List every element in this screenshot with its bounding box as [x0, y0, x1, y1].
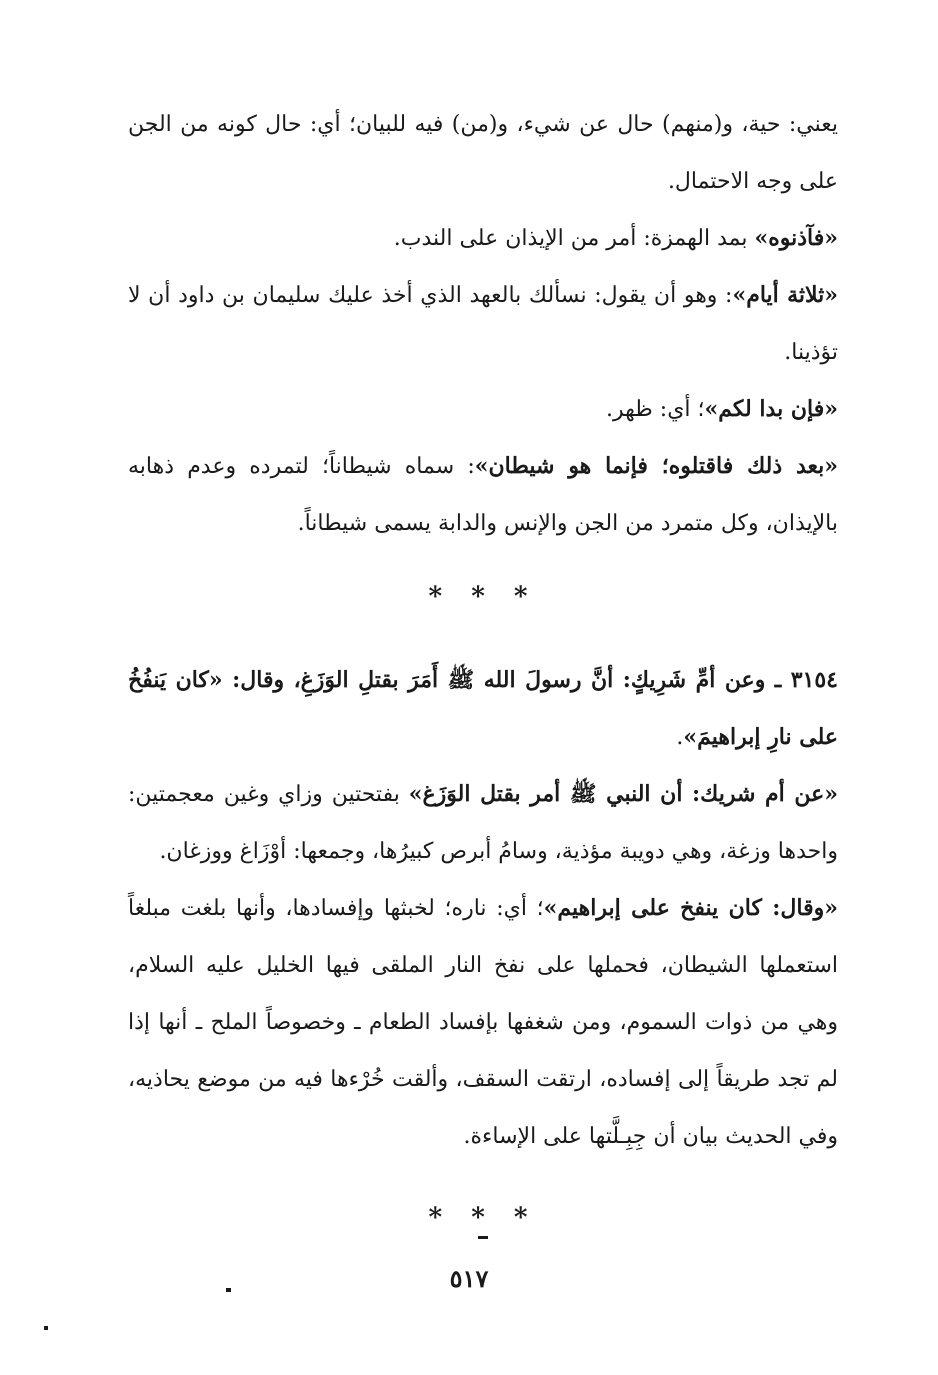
section-separator-1: * * *: [428, 582, 538, 612]
paragraph-5: [128, 438, 838, 552]
page-number: ٥١٧: [449, 1264, 489, 1293]
paragraph-4-bold: «فإن بدا لكم»: [704, 396, 838, 422]
commentary-2-text: ؛ أي: ناره؛ لخبثها وإفسادها، وأنها بلغت مبلغاً استعملها الشيطان، فحملها على نفخ النار الملقى فيها الخليل عليه السلام، وهي من ذوات السموم، ومن شغفها بإفساد الطعام ـ وخصوصاً الملح ـ أنها إذا لم تجد طريقاً إلى إفساده، ارتقت السقف، وألقت خُرْءها فيه من موضع يحاذيه، وفي الحديث بيان أن جِبِـلَّتها على الإساءة.: [128, 896, 838, 1149]
hadith-text: [128, 652, 838, 766]
commentary-2: [128, 880, 838, 1165]
scan-speck: [226, 1288, 231, 1292]
paragraph-4: [128, 381, 838, 438]
paragraph-2-text: بمد الهمزة: أمر من الإيذان على الندب.: [393, 226, 755, 251]
paragraph-3-text: : وهو أن يقول: نسألك بالعهد الذي أخذ عليك سليمان بن داود أن لا تؤذينا.: [128, 283, 838, 365]
paragraph-3: [128, 267, 838, 381]
commentary-1: [128, 766, 838, 880]
paragraph-4-text: ؛ أي: ظهر.: [606, 397, 705, 422]
commentary-1-text: بفتحتين وزاي وغين معجمتين: واحدها وزغة، وهي دويبة مؤذية، وسامُ أبرص كبيرُها، وجمعها: أوْزَاغ ووزغان.: [128, 782, 838, 864]
paragraph-3-bold: «ثلاثة أيام»: [732, 282, 838, 308]
paragraph-1: [128, 96, 838, 210]
paragraph-5-text: : سماه شيطاناً؛ لتمرده وعدم ذهابه بالإيذان، وكل متمرد من الجن والإنس والدابة يسمى شيطاناً.: [128, 454, 838, 536]
paragraph-1-text: يعني: حية، و(منهم) حال عن شيء، و(من) فيه للبيان؛ أي: حال كونه من الجن على وجه الاحتمال.: [128, 112, 838, 194]
paragraph-5-bold: «بعد ذلك فاقتلوه؛ فإنما هو شيطان»: [474, 453, 838, 479]
hadith-bold: ٣١٥٤ ـ وعن أمِّ شَرِيكٍ: أنَّ رسولَ الله ﷺ أَمَرَ بقتلِ الوَزَغِ، وقال: «كان يَنفُخُ على نارِ إبراهيمَ»: [128, 667, 838, 750]
page-body: [128, 96, 838, 1253]
scan-speck: [44, 1326, 48, 1330]
section-separator-2: * * *: [428, 1203, 538, 1233]
hadith-end: .: [676, 725, 684, 750]
commentary-1-bold: «عن أم شريك: أن النبي ﷺ أمر بقتل الوَزَغ»: [408, 781, 838, 807]
paragraph-2: [128, 210, 838, 267]
paragraph-2-bold: «فآذنوه»: [754, 225, 838, 251]
footer-dash: [478, 1236, 488, 1239]
commentary-2-bold: «وقال: كان ينفخ على إبراهيم»: [543, 895, 838, 921]
